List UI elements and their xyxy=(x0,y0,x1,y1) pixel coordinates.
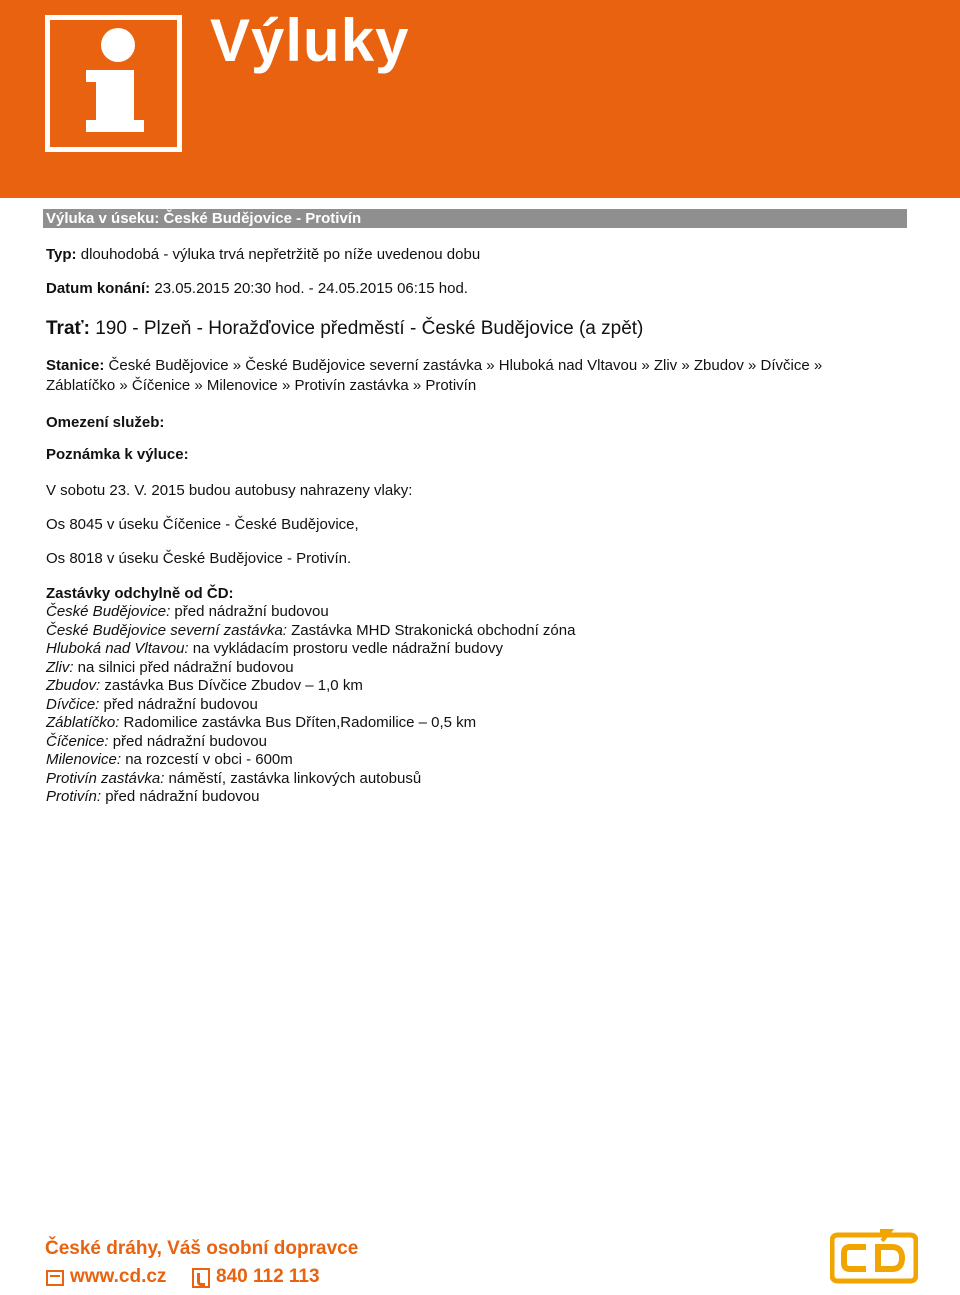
stop-station: Dívčice: xyxy=(46,696,100,713)
stop-item xyxy=(46,714,476,731)
stop-item xyxy=(46,640,503,657)
poznamka-label: Poznámka k výluce: xyxy=(46,446,189,463)
section-title: Výluka v úseku: České Budějovice - Protivín xyxy=(46,210,362,227)
datum-label: Datum konání: xyxy=(46,280,151,297)
omezeni-label: Omezení služeb: xyxy=(46,414,165,431)
datum-value: 23.05.2015 20:30 hod. - 24.05.2015 06:15 hod. xyxy=(154,280,468,297)
page-title: Výluky xyxy=(210,7,410,74)
note-line: Os 8018 v úseku České Budějovice - Protivín. xyxy=(46,550,352,567)
typ-value: dlouhodobá - výluka trvá nepřetržitě po níže uvedenou dobu xyxy=(80,246,481,263)
footer-slogan: České dráhy, Váš osobní dopravce xyxy=(45,1238,359,1259)
stop-item xyxy=(46,696,258,713)
stop-item xyxy=(46,603,329,620)
datum-line xyxy=(46,280,468,297)
note-line: V sobotu 23. V. 2015 budou autobusy nahrazeny vlaky: xyxy=(46,482,413,499)
trat-label: Trať: xyxy=(46,318,90,339)
stop-station: Hluboká nad Vltavou: xyxy=(46,640,189,657)
web-icon xyxy=(46,1270,64,1286)
stop-desc: Zastávka MHD Strakonická obchodní zóna xyxy=(286,622,576,639)
stop-desc: Radomilice zastávka Bus Dříten,Radomilice – 0,5 km xyxy=(119,714,477,731)
stop-desc: před nádražní budovou xyxy=(108,733,267,750)
stanice-line-2: Záblatíčko » Číčenice » Milenovice » Protivín zastávka » Protivín xyxy=(46,377,477,394)
stop-item xyxy=(46,733,267,750)
stanice-value-1: České Budějovice » České Budějovice severní zastávka » Hluboká nad Vltavou » Zliv » Zbudov » Dívčice » xyxy=(108,357,823,374)
section-title-bar xyxy=(43,209,907,228)
stop-station: České Budějovice: xyxy=(46,603,171,620)
stop-desc: před nádražní budovou xyxy=(99,696,258,713)
stop-station: Protivín zastávka: xyxy=(46,770,165,787)
stop-item xyxy=(46,622,575,639)
stop-station: Milenovice: xyxy=(46,751,122,768)
footer-phone[interactable]: 840 112 113 xyxy=(216,1266,320,1287)
cd-logo-icon xyxy=(830,1229,918,1287)
stop-station: České Budějovice severní zastávka: xyxy=(46,622,287,639)
stop-station: Záblatíčko: xyxy=(46,714,120,731)
typ-label: Typ: xyxy=(46,246,77,263)
stop-desc: před nádražní budovou xyxy=(170,603,329,620)
trat-value: 190 - Plzeň - Horažďovice předměstí - České Budějovice (a zpět) xyxy=(95,318,644,339)
stop-desc: zastávka Bus Dívčice Zbudov – 1,0 km xyxy=(100,677,363,694)
stop-item xyxy=(46,677,363,694)
typ-line xyxy=(46,246,480,263)
zastavky-label: Zastávky odchylně od ČD: xyxy=(46,585,234,602)
stop-desc: před nádražní budovou xyxy=(101,788,260,805)
stop-station: Číčenice: xyxy=(46,733,109,750)
note-line: Os 8045 v úseku Číčenice - České Budějovice, xyxy=(46,516,359,533)
stop-item xyxy=(46,751,293,768)
phone-icon xyxy=(192,1268,210,1288)
trat-line xyxy=(46,318,643,340)
stop-desc: na silnici před nádražní budovou xyxy=(73,659,294,676)
stop-desc: na vykládacím prostoru vedle nádražní budovy xyxy=(188,640,503,657)
stop-station: Zbudov: xyxy=(46,677,101,694)
footer-web[interactable]: www.cd.cz xyxy=(70,1266,167,1287)
stop-item xyxy=(46,788,259,805)
stop-station: Zliv: xyxy=(46,659,74,676)
stop-station: Protivín: xyxy=(46,788,102,805)
header-banner xyxy=(0,0,960,198)
stanice-label: Stanice: xyxy=(46,357,105,374)
stop-desc: na rozcestí v obci - 600m xyxy=(121,751,293,768)
stanice-line-1 xyxy=(46,357,822,374)
stop-item xyxy=(46,770,421,787)
stop-item xyxy=(46,659,294,676)
stop-desc: náměstí, zastávka linkových autobusů xyxy=(164,770,422,787)
info-icon xyxy=(45,15,182,152)
